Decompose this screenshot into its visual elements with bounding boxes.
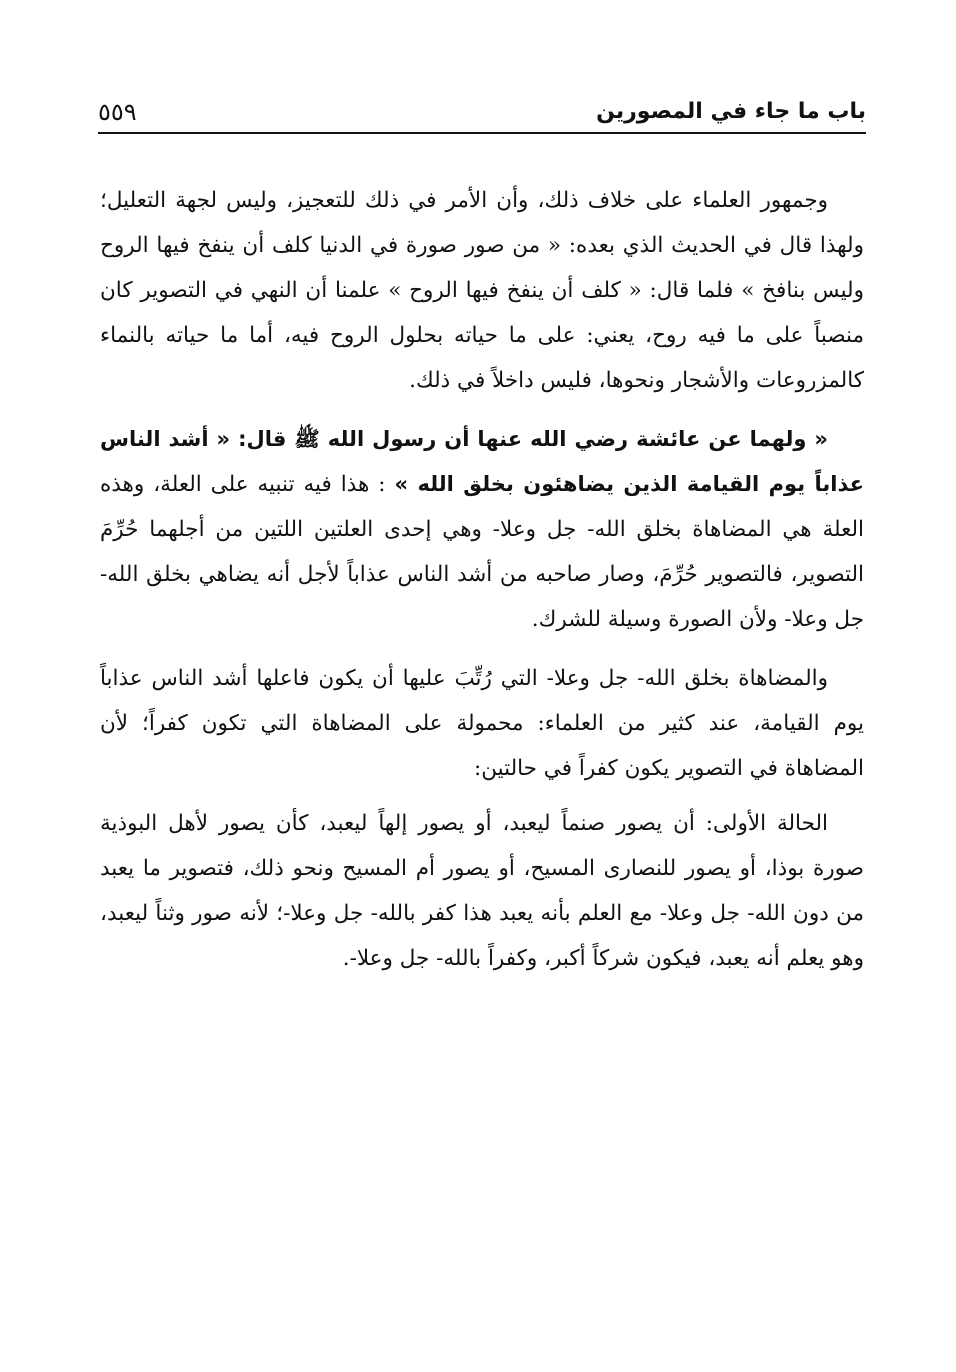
page-number: ٥٥٩ (98, 98, 137, 126)
hadith-quote: « ولهما عن عائشة رضي الله عنها أن رسول الله ﷺ قال: « أشد الناس عذاباً يوم القيامة الذين يضاهئون بخلق الله » (100, 427, 864, 496)
paragraph-2-text: : هذا فيه تنبيه على العلة، وهذه العلة هي المضاهاة بخلق الله- جل وعلا- وهي إحدى العلتين اللتين من أجلهما حُرِّمَ التصوير، فالتصوير حُرِّمَ، وصار صاحبه من أشد الناس عذاباً لأجل أنه يضاهي بخلق الله- جل وعلا- ولأن الصورة وسيلة للشرك. (100, 472, 864, 632)
paragraph-3-text: والمضاهاة بخلق الله- جل وعلا- التي رُتِّبَ عليها أن يكون فاعلها أشد الناس عذاباً يوم القيامة، عند كثير من العلماء: محمولة على المضاهاة التي تكون كفراً؛ لأن المضاهاة في التصوير يكون كفراً في حالتين: (100, 666, 864, 781)
paragraph-1-text: وجمهور العلماء على خلاف ذلك، وأن الأمر في ذلك للتعجيز، وليس لجهة التعليل؛ ولهذا قال في الحديث الذي بعده: « من صور صورة في الدنيا كلف أن ينفخ فيها الروح وليس بنافخ » فلما قال: « كلف أن ينفخ فيها الروح » علمنا أن النهي في التصوير كان منصباً على ما فيه روح، يعني: على ما حياته بحلول الروح فيه، أما ما حياته بالنماء كالمزروعات والأشجار ونحوها، فليس داخلاً في ذلك. (100, 188, 864, 393)
running-header (98, 92, 866, 134)
paragraph-4 (100, 801, 864, 981)
paragraph-2 (100, 417, 864, 642)
chapter-title: باب ما جاء في المصورين (596, 99, 866, 124)
paragraph-4-text: الحالة الأولى: أن يصور صنماً ليعبد، أو يصور إلهاً ليعبد، كأن يصور لأهل البوذية صورة بوذا، أو يصور للنصارى المسيح، أو يصور أم المسيح ونحو ذلك، فتصوير ما يعبد من دون الله- جل وعلا- مع العلم بأنه يعبد هذا كفر بالله- جل وعلا-؛ لأنه صور وثناً ليعبد، وهو يعلم أنه يعبد، فيكون شركاً أكبر، وكفراً بالله- جل وعلا-. (100, 811, 864, 971)
paragraph-1 (100, 178, 864, 403)
body-text (100, 178, 864, 981)
paragraph-3 (100, 656, 864, 791)
